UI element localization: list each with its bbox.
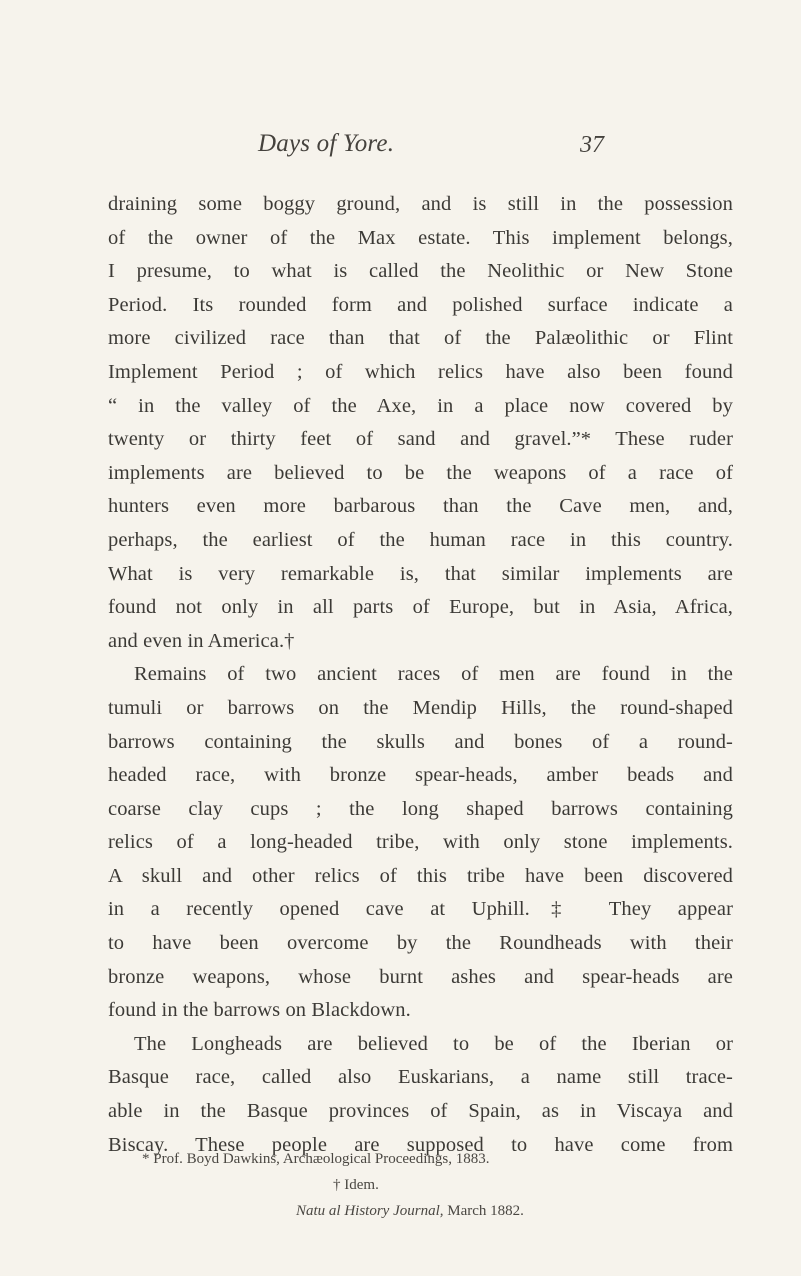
text-line: perhaps, the earliest of the human race in this country. (108, 528, 733, 551)
text-line: headed race, with bronze spear-heads, amber beads and (108, 764, 733, 787)
text-line: relics of a long-headed tribe, with only stone implements. (108, 831, 733, 854)
text-line: Basque race, called also Euskarians, a name still trace- (108, 1066, 733, 1089)
footnotes (108, 1146, 733, 1224)
text-line: implements are believed to be the weapons of a race of (108, 461, 733, 484)
footnote-2: † Idem. (333, 1177, 379, 1193)
text-line: in a recently opened cave at Uphill.‡ They appear (108, 898, 733, 921)
text-line: coarse clay cups ; the long shaped barrows containing (108, 797, 733, 820)
text-line: able in the Basque provinces of Spain, as in Viscaya and (108, 1100, 733, 1123)
text-line: A skull and other relics of this tribe have been discovered (108, 864, 733, 887)
text-line: “ in the valley of the Axe, in a place now covered by (108, 394, 733, 417)
text-line: barrows containing the skulls and bones of a round- (108, 730, 733, 753)
text-line: twenty or thirty feet of sand and gravel.”* These ruder (108, 428, 733, 451)
text-line: of the owner of the Max estate. This implement belongs, (108, 226, 733, 249)
running-title: Days of Yore. (258, 130, 395, 157)
body-text (108, 188, 733, 1162)
footnote-3-date: March 1882. (443, 1203, 524, 1219)
running-head (0, 130, 801, 170)
text-line: found in the barrows on Blackdown. (108, 999, 411, 1022)
text-line: Implement Period ; of which relics have also been found (108, 360, 733, 383)
text-line: bronze weapons, whose burnt ashes and spear-heads are (108, 965, 733, 988)
text-line: found not only in all parts of Europe, but in Asia, Africa, (108, 596, 733, 619)
page-number: 37 (580, 132, 604, 158)
footnote-3 (108, 1198, 733, 1224)
text-line: I presume, to what is called the Neolithic or New Stone (108, 260, 733, 283)
text-line: What is very remarkable is, that similar implements are (108, 562, 733, 585)
text-line: hunters even more barbarous than the Cave men, and, (108, 495, 733, 518)
text-line: Biscay. These people are supposed to have come from (108, 1133, 733, 1156)
text-line: to have been overcome by the Roundheads with their (108, 932, 733, 955)
text-line: more civilized race than that of the Palæolithic or Flint (108, 327, 733, 350)
text-line: and even in America.† (108, 629, 295, 652)
paragraph-start-line: Remains of two ancient races of men are found in the (134, 663, 733, 686)
footnote-3-journal: Natu al History Journal, (296, 1203, 444, 1219)
footnote-1: * Prof. Boyd Dawkins, Archæological Proceedings, 1883. (142, 1151, 490, 1167)
paragraph-start-line: The Longheads are believed to be of the Iberian or (134, 1032, 733, 1055)
text-line: Period. Its rounded form and polished surface indicate a (108, 293, 733, 316)
text-line: draining some boggy ground, and is still in the possession (108, 193, 733, 215)
text-line: tumuli or barrows on the Mendip Hills, the round-shaped (108, 696, 733, 719)
